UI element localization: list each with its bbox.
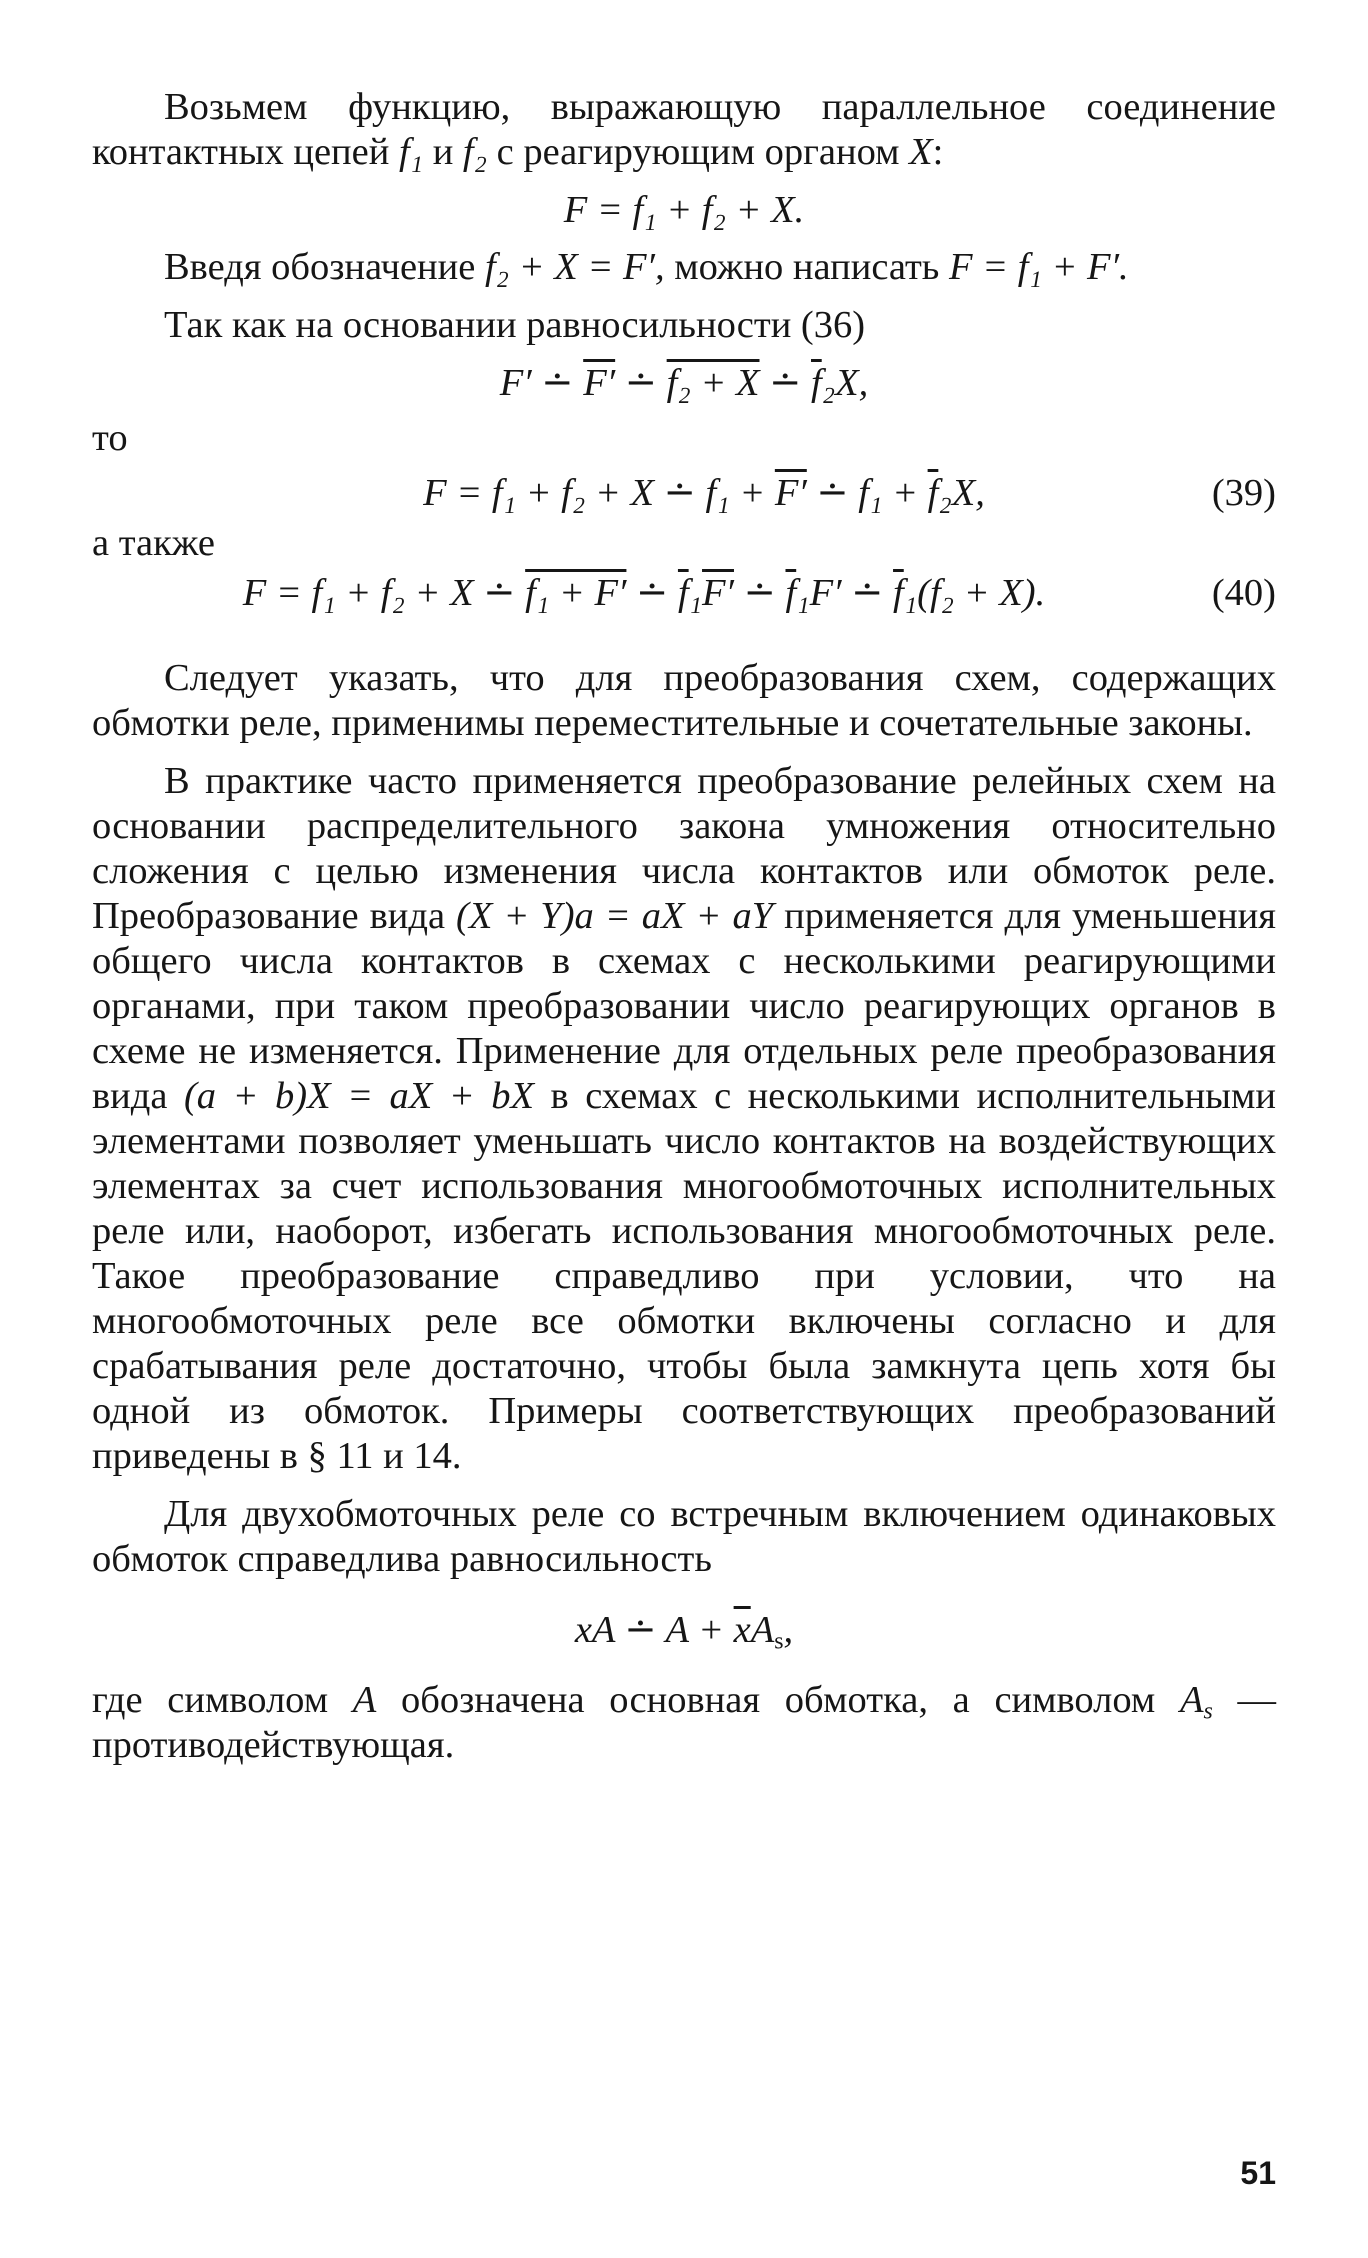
page-number: 51 [1240, 2155, 1276, 2191]
equation-40: F = f₁ + f₂ + X ∸ f₁ + F′ ∸ $\overline{f}_1F'$ ∸ $\overline{f}_1F'$ ∸ $\overline{f}_1(f_2 + X)$. (40) [242, 571, 1276, 614]
word-also-row [92, 521, 1276, 564]
paragraph-equivalence: Так как на основании равносильности (36) [164, 304, 866, 346]
equation-40-number: (40) [1211, 571, 1276, 614]
paragraph-two-winding: Для двухобмоточных реле со встречным включением одинаковых обмоток справедлива равносильность [92, 1493, 1276, 1580]
paragraph-symbols: где символом A обозначена основная обмотка, а символом $A_s$ — противодействующая. [92, 1679, 1276, 1766]
equation-36: F′ ∸ F′ ∸ f₂ + X ∸ $\overline{f}_2X$, [499, 361, 869, 404]
word-to: то [92, 416, 128, 459]
word-also: а также [92, 521, 215, 564]
equation-main: F = f₁ + f₂ + X. [563, 188, 805, 231]
equation-39-number: (39) [1211, 471, 1276, 514]
equation-final: xA ∸ $A + \overline{x}A_s$, [574, 1608, 794, 1655]
word-to-row [92, 418, 1276, 458]
paragraph-intro: Возьмем функцию, выражающую параллельное соединение контактных цепей f₁ и f₂ с реагирующим органом X: [92, 86, 1276, 173]
paragraph-practice: В практике часто применяется преобразование релейных схем на основании распределительного закона умножения относительно сложения с целью изменения числа контактов или обмоток реле. Преобразование вида (X + Y)a = aX + aY применяется для уменьшения общего числа контактов в схемах с несколькими реагирующими органами, при таком преобразовании число реагирующих органов в схеме не изменяется. Применение для отдельных реле преобразования вида (a + b)X = aX + bX в схемах с несколькими исполнительными элементами позволяет уменьшать число контактов на воздействующих элементах за счет использования многообмоточных исполнительных реле или, наоборот, избегать использования многообмоточных реле. Такое преобразование справедливо при условии, что на многообмоточных реле все обмотки включены согласно и для срабатывания реле достаточно, чтобы была замкнута цепь хотя бы одной из обмоток. Примеры соответствующих преобразований приведены в § 11 и 14. [92, 760, 1277, 1477]
equation-39: F = f₁ + f₂ + X ∸ f₁ + F′ ∸ $f_1 + \overline{f}_2X$, (39) [423, 471, 1276, 514]
paragraph-laws: Следует указать, что для преобразования схем, содержащих обмотки реле, применимы переместительные и сочетательные законы. [92, 657, 1276, 744]
paragraph-notation: Введя обозначение f₂ + X = F′, можно написать F = f₁ + F′. [164, 246, 1129, 288]
